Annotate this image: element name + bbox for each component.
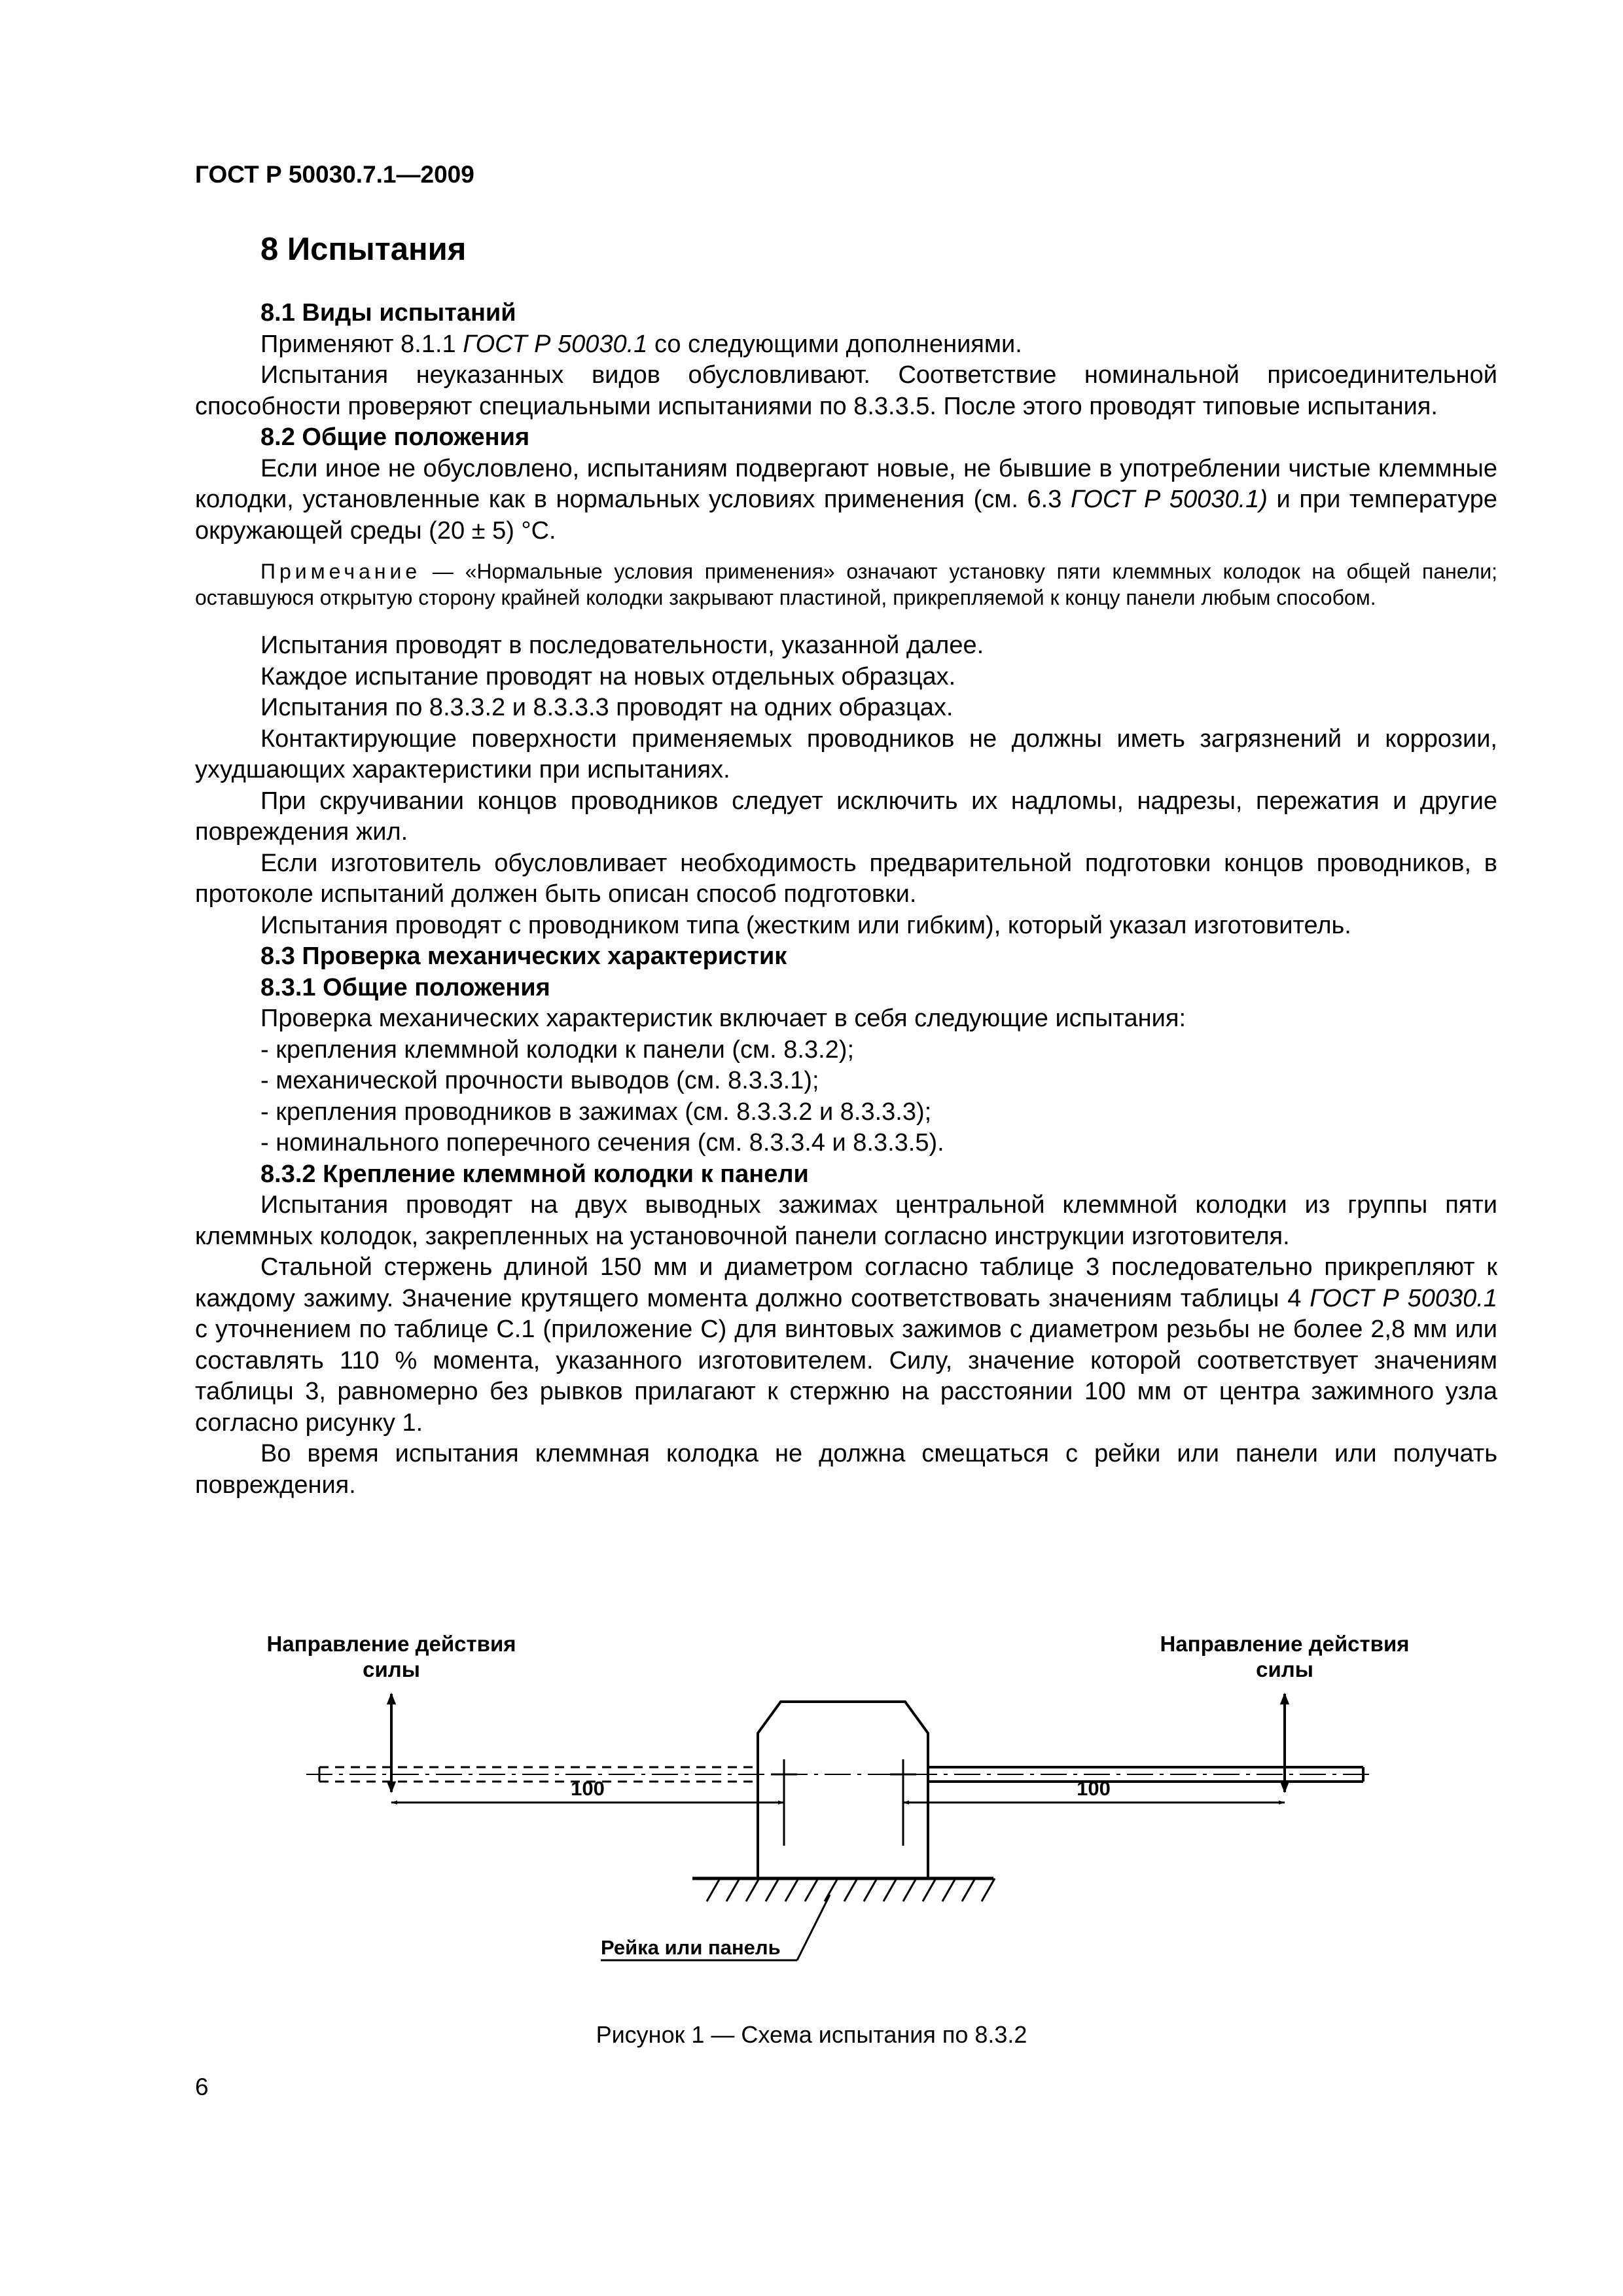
paragraph: Применяют 8.1.1 ГОСТ Р 50030.1 со следующими дополнениями. bbox=[260, 330, 1022, 358]
rail-label: Рейка или панель bbox=[601, 1936, 781, 1959]
force-label-right: Направление действия bbox=[1160, 1632, 1410, 1656]
gost-reference: ГОСТ Р 50030.1 bbox=[1310, 1284, 1497, 1312]
paragraph: Испытания неуказанных видов обусловливают. Соответствие номинальной присоединительной способности проверяют специальными испытаниями по 8.3.3.5. После этого проводят типовые испытания. bbox=[195, 361, 1497, 420]
force-label-left: Направление действия bbox=[266, 1632, 516, 1656]
paragraph: Стальной стержень длиной 150 мм и диаметром согласно таблице 3 последовательно прикрепляют к каждому зажиму. Значение крутящего момента должно соответствовать значениям таблицы 4 ГОСТ Р 50030.1 с уточнением по таблице С.1 (приложение С) для винтовых зажимов с диаметром резьбы не более 2,8 мм или составлять 110 % момента, указанного изготовителем. Силу, значение которой соответствует значениям таблицы 3, равномерно без рывков прилагают к стержню на расстоянии 100 мм от центра зажимного узла согласно рисунку 1. bbox=[195, 1253, 1497, 1437]
note-label: Примечание bbox=[260, 560, 421, 583]
paragraph: Испытания проводят в последовательности, указанной далее. bbox=[260, 632, 984, 659]
heading-8-3-2: 8.3.2 Крепление клеммной колодки к панели bbox=[260, 1160, 809, 1188]
heading-8-3-1: 8.3.1 Общие положения bbox=[260, 973, 550, 1001]
list-item: - номинального поперечного сечения (см. 8.3.3.4 и 8.3.3.5). bbox=[260, 1129, 944, 1157]
gost-reference: ГОСТ Р 50030.1 bbox=[463, 330, 648, 358]
paragraph: Если иное не обусловлено, испытаниям подвергают новые, не бывшие в употреблении чистые клеммные колодки, установленные как в нормальных условиях применения (см. 6.3 ГОСТ Р 50030.1) и при температуре окружающей среды (20 ± 5) °С. bbox=[195, 454, 1497, 545]
page-number: 6 bbox=[195, 2073, 209, 2100]
figure-test-scheme bbox=[0, 1617, 1623, 2088]
note: Примечание — «Нормальные условия применения» означают установку пяти клеммных колодок на общей панели; оставшуюся открытую сторону крайней колодки закрывают пластиной, прикрепляемой к концу панели любым способом. bbox=[195, 560, 1497, 609]
figure-caption: Рисунок 1 — Схема испытания по 8.3.2 bbox=[596, 2021, 1027, 2048]
force-label-left: силы bbox=[363, 1657, 420, 1681]
paragraph: Контактирующие поверхности применяемых проводников не должны иметь загрязнений и коррозии, ухудшающих характеристики при испытаниях. bbox=[195, 725, 1497, 783]
paragraph: Во время испытания клеммная колодка не должна смещаться с рейки или панели или получать повреждения. bbox=[195, 1440, 1497, 1499]
heading-8-3: 8.3 Проверка механических характеристик bbox=[260, 942, 787, 970]
force-label-right: силы bbox=[1256, 1657, 1313, 1681]
section-title: 8 Испытания bbox=[260, 232, 467, 267]
paragraph: Испытания по 8.3.3.2 и 8.3.3.3 проводят на одних образцах. bbox=[260, 694, 954, 721]
paragraph: Проверка механических характеристик включает в себя следующие испытания: bbox=[260, 1005, 1186, 1032]
list-item: - крепления проводников в зажимах (см. 8.3.3.2 и 8.3.3.3); bbox=[260, 1098, 932, 1126]
heading-8-1: 8.1 Виды испытаний bbox=[260, 299, 516, 327]
paragraph: Испытания проводят с проводником типа (жестким или гибким), который указал изготовитель. bbox=[260, 911, 1351, 939]
dimension-left: 100 bbox=[571, 1777, 605, 1800]
paragraph: Испытания проводят на двух выводных зажимах центральной клеммной колодки из группы пяти клеммных колодок, закрепленных на установочной панели согласно инструкции изготовителя. bbox=[195, 1191, 1497, 1250]
list-item: - крепления клеммной колодки к панели (см. 8.3.2); bbox=[260, 1035, 855, 1064]
document-body bbox=[195, 298, 1497, 1501]
paragraph: Если изготовитель обусловливает необходимость предварительной подготовки концов проводников, в протоколе испытаний должен быть описан способ подготовки. bbox=[195, 849, 1497, 908]
gost-reference: ГОСТ Р 50030.1) bbox=[1070, 486, 1268, 513]
document-header: ГОСТ Р 50030.7.1—2009 bbox=[195, 161, 474, 188]
heading-8-2: 8.2 Общие положения bbox=[260, 423, 530, 451]
list-item: - механической прочности выводов (см. 8.3.3.1); bbox=[260, 1067, 819, 1094]
dimension-right: 100 bbox=[1077, 1777, 1111, 1800]
paragraph: При скручивании концов проводников следует исключить их надломы, надрезы, пережатия и другие повреждения жил. bbox=[195, 787, 1497, 846]
paragraph: Каждое испытание проводят на новых отдельных образцах. bbox=[260, 662, 956, 691]
